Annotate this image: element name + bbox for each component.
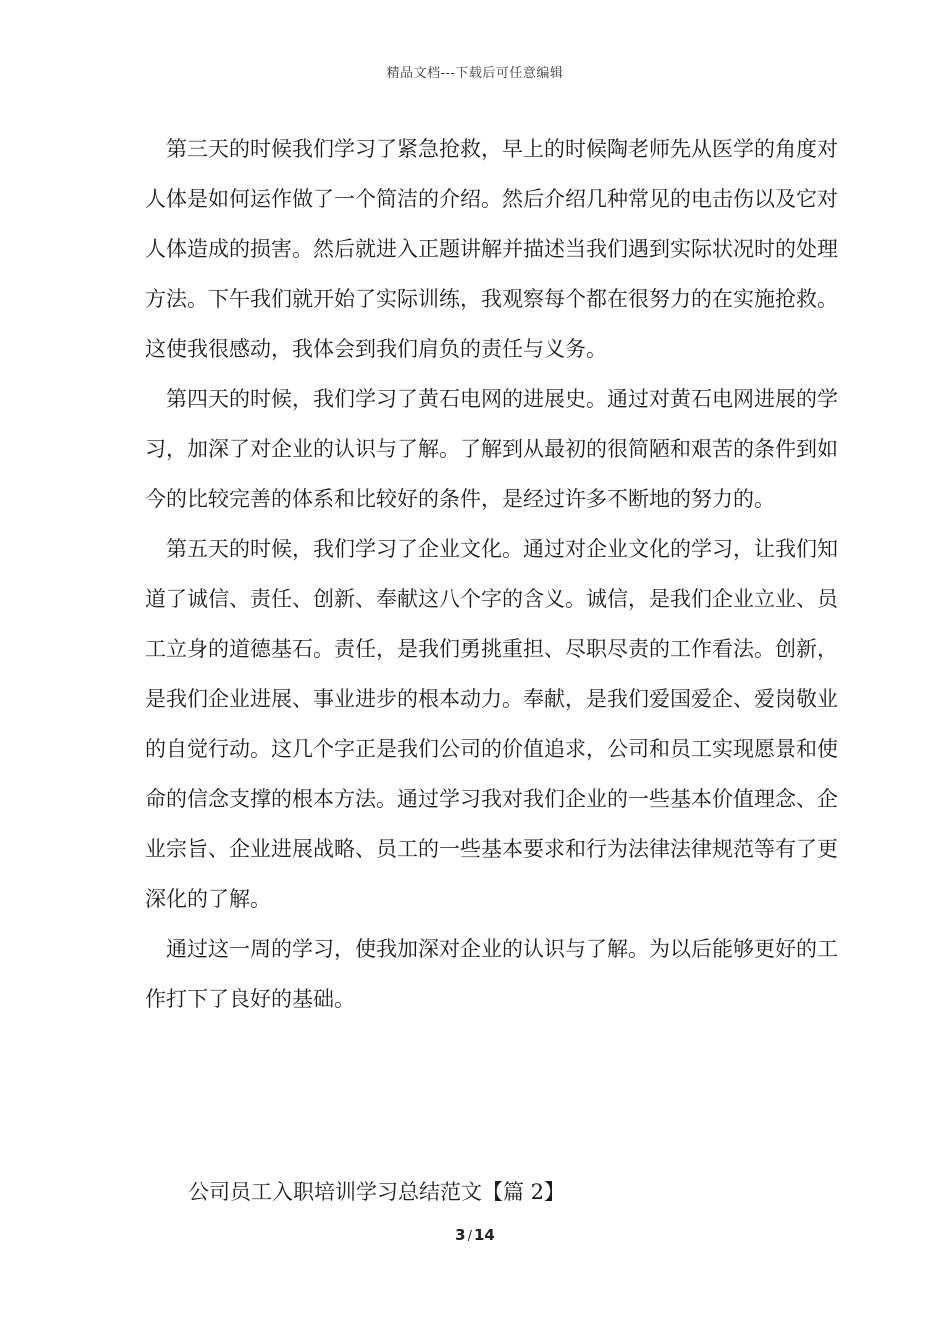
paragraph-day-three: 第三天的时候我们学习了紧急抢救，早上的时候陶老师先从医学的角度对人体是如何运作做了一个简洁的介绍。然后介绍几种常见的电击伤以及它对人体造成的损害。然后就进入正题讲解并描述当我们遇到实际状况时的处理方法。下午我们就开始了实际训练，我观察每个都在很努力的在实施抢救。这使我很感动，我体会到我们肩负的责任与义务。: [145, 137, 838, 361]
page-total: 14: [473, 1226, 495, 1244]
document-body: [145, 124, 845, 1024]
page-current: 3: [455, 1226, 466, 1244]
paragraph-day-five: 第五天的时候，我们学习了企业文化。通过对企业文化的学习，让我们知道了诚信、责任、创新、奉献这八个字的含义。诚信，是我们企业立业、员工立身的道德基石。责任，是我们勇挑重担、尽职尽责的工作看法。创新，是我们企业进展、事业进步的根本动力。奉献，是我们爱国爱企、爱岗敬业的自觉行动。这几个字正是我们公司的价值追求，公司和员工实现愿景和使命的信念支撑的根本方法。通过学习我对我们企业的一些基本价值理念、企业宗旨、企业进展战略、员工的一些基本要求和行为法律法律规范等有了更深化的了解。: [145, 537, 838, 911]
section-title: 公司员工入职培训学习总结范文【篇 2】: [188, 1180, 566, 1204]
paragraph-conclusion: 通过这一周的学习，使我加深对企业的认识与了解。为以后能够更好的工作打下了良好的基础。: [145, 937, 838, 1011]
page-header: 精品文档---下载后可任意编辑: [386, 66, 564, 81]
paragraph-day-four: 第四天的时候，我们学习了黄石电网的进展史。通过对黄石电网进展的学习，加深了对企业的认识与了解。了解到从最初的很简陋和艰苦的条件到如今的比较完善的体系和比较好的条件，是经过许多不断地的努力的。: [145, 387, 838, 511]
page-separator: /: [467, 1229, 472, 1244]
page-number: [0, 1226, 950, 1244]
